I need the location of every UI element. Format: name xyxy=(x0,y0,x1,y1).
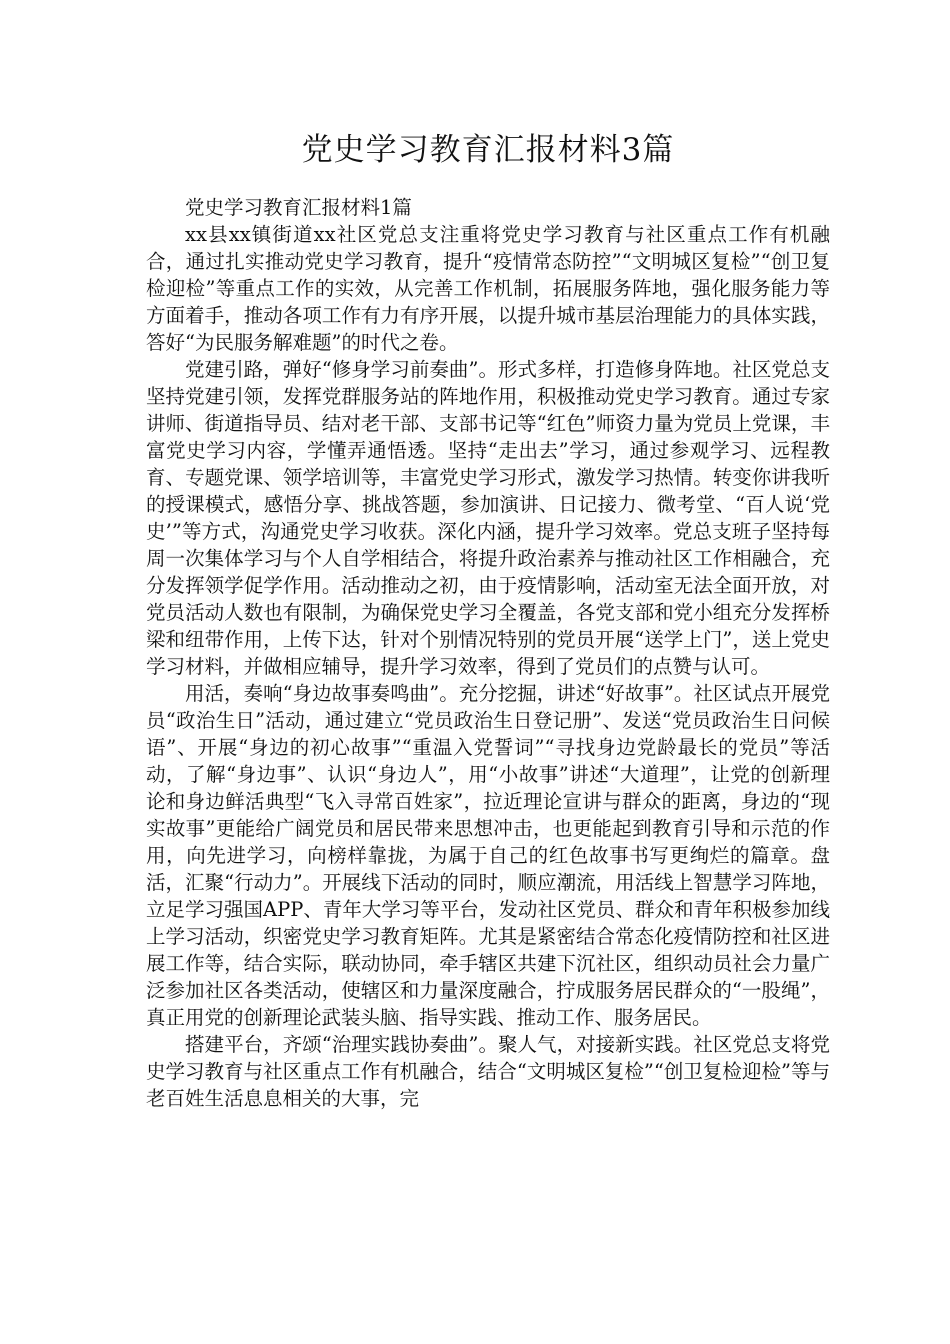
section-subtitle: 党史学习教育汇报材料1篇 xyxy=(185,196,412,219)
paragraph-party-building: 党建引路，弹好“修身学习前奏曲”。形式多样，打造修身阵地。社区党总支坚持党建引领，发挥党群服务站的阵地作用，积极推动党史学习教育。通过专家讲师、街道指导员、结对老干部、支部书记等“红色”师资力量为党员上党课，丰富党史学习内容，学懂弄通悟透。坚持“走出去”学习，通过参观学习、远程教育、专题党课、领学培训等，丰富党史学习形式，激发学习热情。转变你讲我听的授课模式，感悟分享、挑战答题，参加演讲、日记接力、微考堂、“百人说‘党史’”等方式，沟通党史学习收获。深化内涵，提升学习效率。党总支班子坚持每周一次集体学习与个人自学相结合，将提升政治素养与推动社区工作相融合，充分发挥领学促学作用。活动推动之初，由于疫情影响，活动室无法全面开放，对党员活动人数也有限制，为确保党史学习全覆盖，各党支部和党小组充分发挥桥梁和纽带作用，上传下达，针对个别情况特别的党员开展“送学上门”，送上党史学习材料，并做相应辅导，提升学习效率，得到了党员们的点赞与认可。 xyxy=(146,358,830,678)
document-title: 党史学习教育汇报材料3篇 xyxy=(301,132,675,168)
paragraph-platform: 搭建平台，齐颂“治理实践协奏曲”。聚人气，对接新实践。社区党总支将党史学习教育与社区重点工作有机融合，结合“文明城区复检”“创卫复检迎检”等与老百姓生活息息相关的大事，完 xyxy=(146,1033,830,1110)
paragraph-intro: xx县xx镇街道xx社区党总支注重将党史学习教育与社区重点工作有机融合，通过扎实推动党史学习教育，提升“疫情常态防控”“文明城区复检”“创卫复检迎检”等重点工作的实效，从完善工作机制，拓展服务阵地，强化服务能力等方面着手，推动各项工作有力有序开展，以提升城市基层治理能力的具体实践，答好“为民服务解难题”的时代之卷。 xyxy=(146,223,830,354)
paragraph-stories: 用活，奏响“身边故事奏鸣曲”。充分挖掘，讲述“好故事”。社区试点开展党员“政治生日”活动，通过建立“党员政治生日登记册”、发送“党员政治生日问候语”、开展“身边的初心故事”“重温入党誓词”“寻找身边党龄最长的党员”等活动，了解“身边事”、认识“身边人”，用“小故事”讲述“大道理”，让党的创新理论和身边鲜活典型“飞入寻常百姓家”，拉近理论宣讲与群众的距离，身边的“现实故事”更能给广阔党员和居民带来思想冲击，也更能起到教育引导和示范的作用，向先进学习，向榜样靠拢，为属于自己的红色故事书写更绚烂的篇章。盘活，汇聚“行动力”。开展线下活动的同时，顺应潮流，用活线上智慧学习阵地，立足学习强国APP、青年大学习等平台，发动社区党员、群众和青年积极参加线上学习活动，织密党史学习教育矩阵。尤其是紧密结合常态化疫情防控和社区进展工作等，结合实际，联动协同，牵手辖区共建下沉社区，组织动员社会力量广泛参加社区各类活动，使辖区和力量深度融合，拧成服务居民群众的“一股绳”，真正用党的创新理论武装头脑、指导实践、推动工作、服务居民。 xyxy=(146,682,830,1029)
document-page xyxy=(146,128,830,1112)
